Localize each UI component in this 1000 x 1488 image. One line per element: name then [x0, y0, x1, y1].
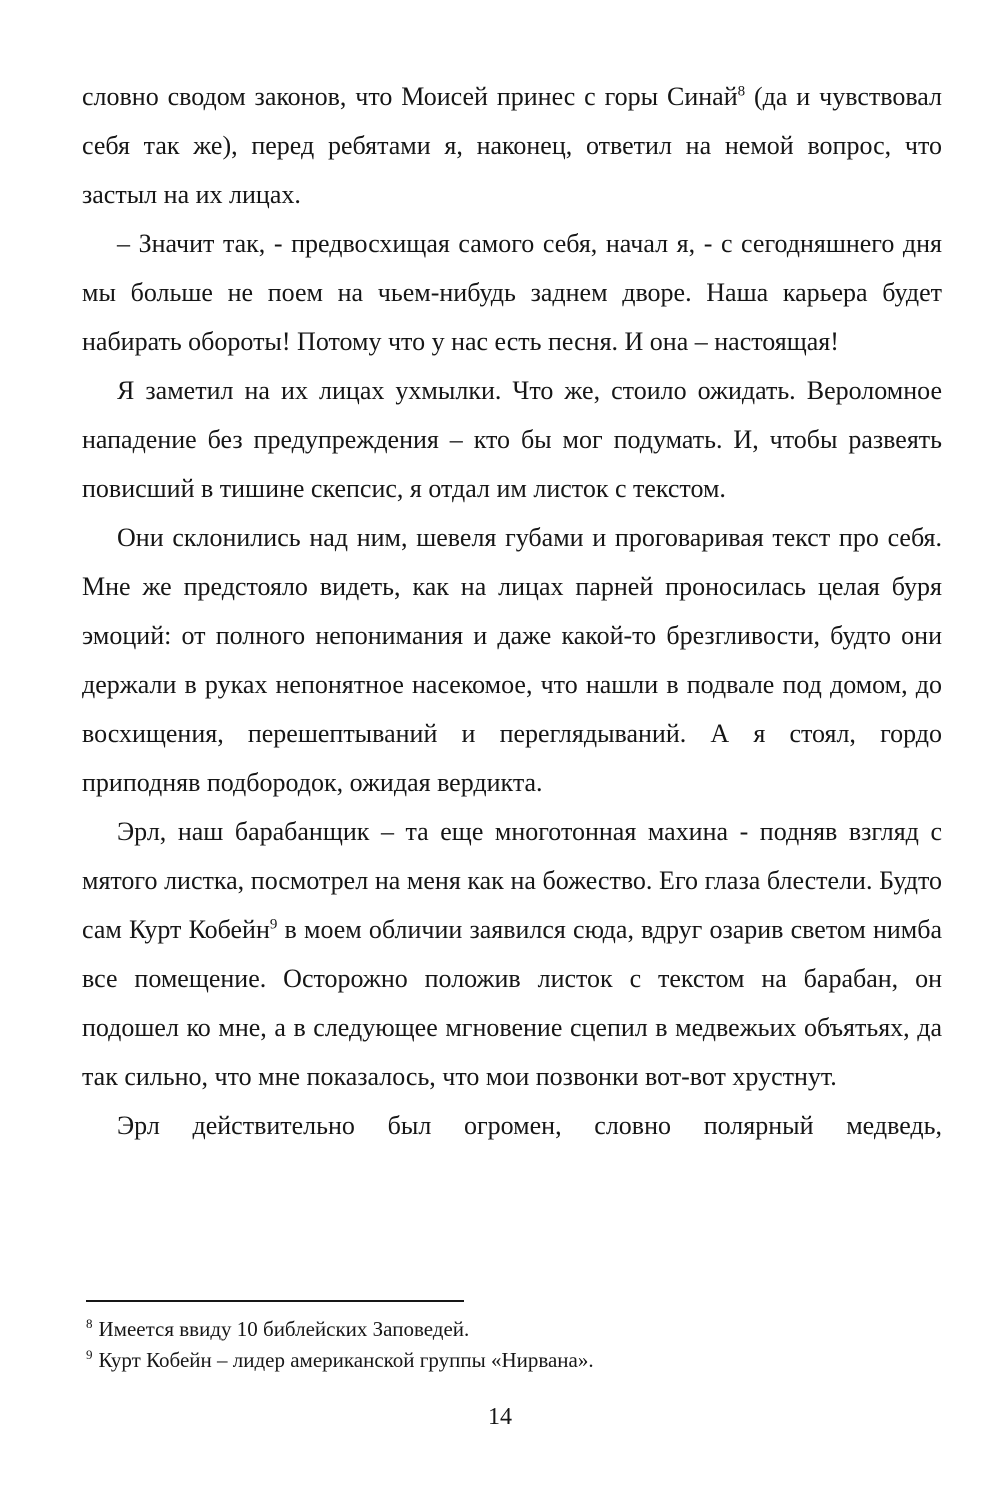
footnote-number: 8	[86, 1316, 93, 1331]
footnote-divider	[86, 1300, 464, 1302]
footnote-ref-9[interactable]: 9	[269, 916, 278, 933]
footnote-ref-8[interactable]: 8	[737, 83, 746, 100]
paragraph-4: Они склонились над ним, шевеля губами и проговаривая текст про себя. Мне же предстояло видеть, как на лицах парней проносилась целая буря эмоций: от полного непонимания и даже какой-то брезгливости, будто они держали в руках непонятное насекомое, что нашли в подвале под домом, до восхищения, перешептываний и переглядываний. А я стоял, гордо приподняв подбородок, ожидая вердикта.	[82, 523, 942, 797]
footnotes	[86, 1314, 946, 1376]
paragraph-text: (да и чувствовал себя так же), перед ребятами я, наконец, ответил на немой вопрос, что застыл на их лицах.	[82, 82, 942, 209]
page-body	[82, 72, 942, 1150]
footnote-number: 9	[86, 1347, 93, 1362]
paragraph-5	[82, 807, 942, 1101]
paragraph-text: Эрл, наш барабанщик – та еще многотонная махина - подняв взгляд с мятого листка, посмотрел на меня как на божество. Его глаза блестели. Будто сам Курт Кобейн	[82, 817, 942, 944]
page-number: 14	[488, 1404, 512, 1430]
paragraph-text: словно сводом законов, что Моисей принес с горы Синай	[82, 82, 738, 111]
paragraph-text: в моем обличии заявился сюда, вдруг озарив светом нимба все помещение. Осторожно положив листок с текстом на барабан, он подошел ко мне, а в следующее мгновение сцепил в медвежьих объятьях, да так сильно, что мне показалось, что мои позвонки вот-вот хрустнут.	[82, 915, 943, 1091]
footnote-text: Курт Кобейн – лидер американской группы «Нирвана».	[98, 1348, 594, 1372]
footnote-8	[86, 1314, 946, 1345]
paragraph-6: Эрл действительно был огромен, словно полярный медведь,	[117, 1111, 942, 1140]
paragraph-1	[82, 72, 942, 219]
footnote-text: Имеется ввиду 10 библейских Заповедей.	[98, 1317, 470, 1341]
paragraph-2: – Значит так, - предвосхищая самого себя, начал я, - с сегодняшнего дня мы больше не поем на чьем-нибудь заднем дворе. Наша карьера будет набирать обороты! Потому что у нас есть песня. И она – настоящая!	[82, 229, 942, 356]
footnote-9	[86, 1345, 946, 1376]
paragraph-3: Я заметил на их лицах ухмылки. Что же, стоило ожидать. Вероломное нападение без предупреждения – кто бы мог подумать. И, чтобы развеять повисший в тишине скепсис, я отдал им листок с текстом.	[82, 376, 942, 503]
